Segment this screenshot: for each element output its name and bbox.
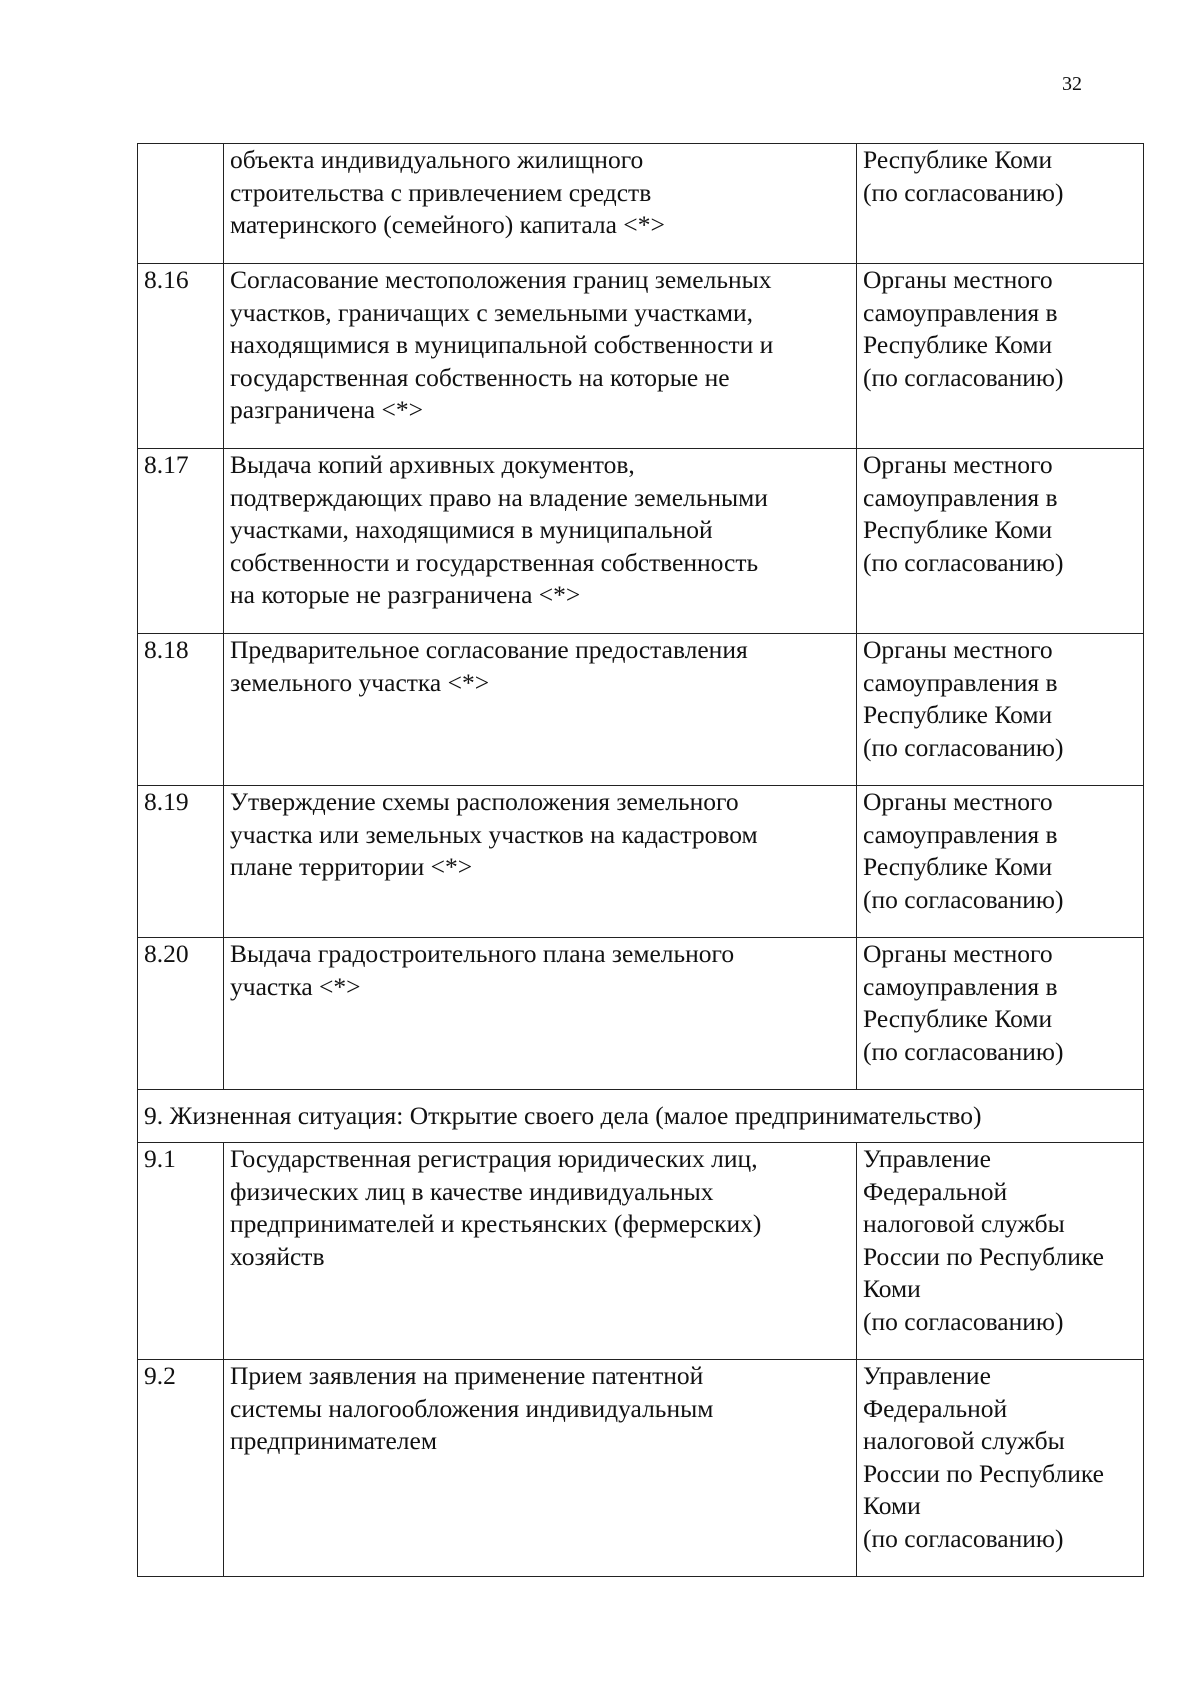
service-name: Выдача градостроительного плана земельного участка <*> xyxy=(230,939,735,1001)
row-number-cell xyxy=(138,938,224,1090)
organization-cell xyxy=(857,144,1144,264)
section-heading-cell xyxy=(138,1090,1144,1143)
table-row xyxy=(138,634,1144,786)
row-number: 8.18 xyxy=(144,635,189,664)
table-row xyxy=(138,264,1144,449)
service-name: Предварительное согласование предоставления земельного участка <*> xyxy=(230,635,748,697)
services-table xyxy=(137,143,1144,1577)
organization-name: Органы местного самоуправления в Республике Коми (по согласованию) xyxy=(863,450,1064,577)
organization-cell xyxy=(857,938,1144,1090)
service-name-cell xyxy=(224,144,857,264)
section-header-row xyxy=(138,1090,1144,1143)
row-number-cell xyxy=(138,786,224,938)
row-number: 8.16 xyxy=(144,265,189,294)
service-name-cell xyxy=(224,1143,857,1360)
organization-name: Управление Федеральной налоговой службы России по Республике Коми (по согласованию) xyxy=(863,1361,1104,1553)
organization-cell xyxy=(857,634,1144,786)
row-number-cell xyxy=(138,144,224,264)
row-number: 9.2 xyxy=(144,1361,176,1390)
service-name: Государственная регистрация юридических лиц, физических лиц в качестве индивидуальных предпринимателей и крестьянских (фермерских) хозяйств xyxy=(230,1144,762,1271)
service-name-cell xyxy=(224,634,857,786)
service-name-cell xyxy=(224,264,857,449)
organization-name: Органы местного самоуправления в Республике Коми (по согласованию) xyxy=(863,787,1064,914)
table-row xyxy=(138,1143,1144,1360)
section-heading: 9. Жизненная ситуация: Открытие своего дела (малое предпринимательство) xyxy=(144,1101,982,1130)
row-number-cell xyxy=(138,1360,224,1577)
table-row xyxy=(138,144,1144,264)
row-number-cell xyxy=(138,1143,224,1360)
service-name-cell xyxy=(224,1360,857,1577)
row-number-cell xyxy=(138,264,224,449)
organization-cell xyxy=(857,264,1144,449)
organization-name: Органы местного самоуправления в Республике Коми (по согласованию) xyxy=(863,265,1064,392)
service-name: Прием заявления на применение патентной системы налогообложения индивидуальным предпринимателем xyxy=(230,1361,714,1455)
organization-name: Управление Федеральной налоговой службы России по Республике Коми (по согласованию) xyxy=(863,1144,1104,1336)
service-name: объекта индивидуального жилищного строительства с привлечением средств материнского (семейного) капитала <*> xyxy=(230,145,665,239)
organization-cell xyxy=(857,786,1144,938)
table-row xyxy=(138,938,1144,1090)
service-name: Утверждение схемы расположения земельного участка или земельных участков на кадастровом плане территории <*> xyxy=(230,787,758,881)
service-name-cell xyxy=(224,786,857,938)
page-number: 32 xyxy=(1062,73,1082,95)
row-number-cell xyxy=(138,634,224,786)
service-name: Выдача копий архивных документов, подтверждающих право на владение земельными участками, находящимися в муниципальной собственности и государственная собственность на которые не разграничена <*> xyxy=(230,450,768,609)
organization-cell xyxy=(857,1360,1144,1577)
table-row xyxy=(138,449,1144,634)
row-number: 8.20 xyxy=(144,939,189,968)
row-number-cell xyxy=(138,449,224,634)
service-name-cell xyxy=(224,449,857,634)
organization-name: Республике Коми (по согласованию) xyxy=(863,145,1064,207)
table-row xyxy=(138,786,1144,938)
row-number: 8.17 xyxy=(144,450,189,479)
row-number: 9.1 xyxy=(144,1144,176,1173)
organization-cell xyxy=(857,449,1144,634)
organization-name: Органы местного самоуправления в Республике Коми (по согласованию) xyxy=(863,939,1064,1066)
organization-cell xyxy=(857,1143,1144,1360)
row-number: 8.19 xyxy=(144,787,189,816)
organization-name: Органы местного самоуправления в Республике Коми (по согласованию) xyxy=(863,635,1064,762)
service-name-cell xyxy=(224,938,857,1090)
table-row xyxy=(138,1360,1144,1577)
service-name: Согласование местоположения границ земельных участков, граничащих с земельными участками, находящимися в муниципальной собственности и государственная собственность на которые не разграничена <*> xyxy=(230,265,774,424)
